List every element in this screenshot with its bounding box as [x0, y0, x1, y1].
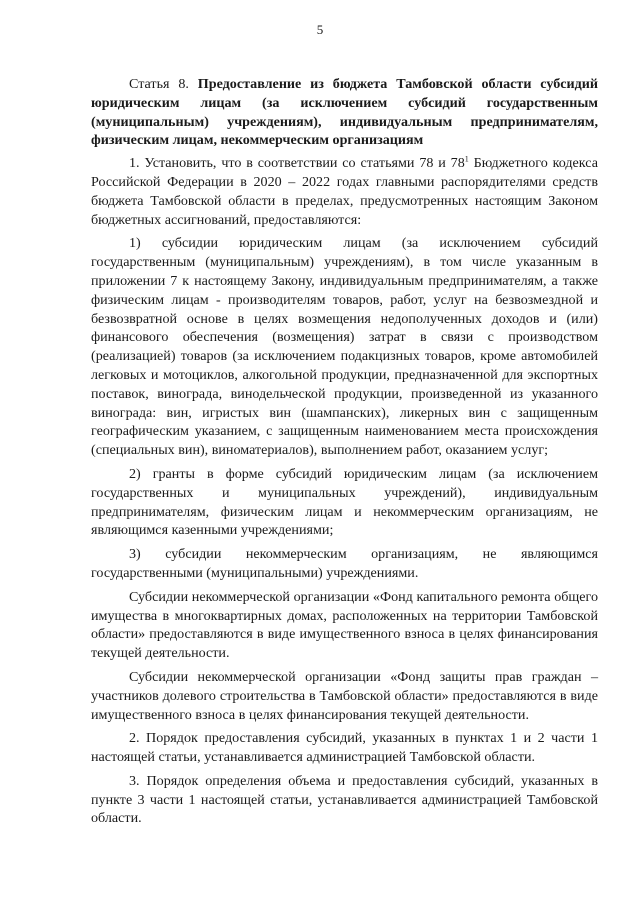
document-body: [91, 75, 598, 833]
page-number: 5: [316, 22, 324, 37]
paragraph-1-item-2: 2) гранты в форме субсидий юридическим лицам (за исключением государственных и муниципальных учреждений), индивидуальным предпринимателям, физическим лицам и некоммерческим организациям, не являющимся казенными учреждениями;: [91, 465, 598, 539]
paragraph-1-item-3: 3) субсидии некоммерческим организациям, не являющимся государственными (муниципальными) учреждениями.: [91, 546, 598, 581]
article-title: Предоставление из бюджета Тамбовской области субсидий юридическим лицам (за исключением субсидий государственным (муниципальным) учреждениям), индивидуальным предпринимателям, физическим лицам, некоммерческим организациям: [91, 76, 599, 149]
paragraph-fund-shareholders: Субсидии некоммерческой организации «Фонд защиты прав граждан – участников долевого строительства в Тамбовской области» предоставляются в виде имущественного взноса в целях финансирования текущей деятельности.: [91, 668, 598, 723]
paragraph-1-item-1: 1) субсидии юридическим лицам (за исключением субсидий государственным (муниципальным) учреждениям), в том числе указанным в приложении 7 к настоящему Закону, индивидуальным предпринимателям, а также физическим лицам - производителям товаров, работ, услуг на безвозмездной и безвозвратной основе в целях возмещения недополученных доходов и (или) финансового обеспечения (возмещения) затрат в связи с производством (реализацией) товаров (за исключением подакцизных товаров, кроме автомобилей легковых и мотоциклов, алкогольной продукции, предназначенной для экспортных поставок, винограда, винодельческой продукции, произведенной из указанного винограда: вин, игристых вин (шампанских), ликерных вин с защищенным географическим указанием, с защищенным наименованием места происхождения (специальных вин), виноматериалов), выполнением работ, оказанием услуг;: [91, 235, 598, 459]
paragraph-1-text-before: 1. Установить, что в соответствии со статьями 78 и 78: [129, 155, 465, 172]
paragraph-1: [91, 154, 598, 229]
paragraph-2: 2. Порядок предоставления субсидий, указанных в пунктах 1 и 2 части 1 настоящей статьи, устанавливается администрацией Тамбовской области.: [91, 730, 598, 766]
article-superscript: 1: [464, 154, 469, 164]
article-heading: [91, 75, 598, 150]
paragraph-3: 3. Порядок определения объема и предоставления субсидий, указанных в пункте 3 части 1 настоящей статьи, устанавливается администрацией Тамбовской области.: [91, 772, 598, 827]
article-prefix: Статья 8.: [129, 76, 198, 92]
paragraph-1-text-after: Бюджетного кодекса Российской Федерации в 2020 – 2022 годах главными распорядителями средств бюджета Тамбовской области в пределах, предусмотренных настоящим Законом бюджетных ассигнований, предоставляются:: [91, 155, 598, 228]
paragraph-fund-capital-repair: Субсидии некоммерческой организации «Фонд капитального ремонта общего имущества в многоквартирных домах, расположенных на территории Тамбовской области» предоставляются в виде имущественного взноса в целях финансирования текущей деятельности.: [91, 588, 598, 662]
